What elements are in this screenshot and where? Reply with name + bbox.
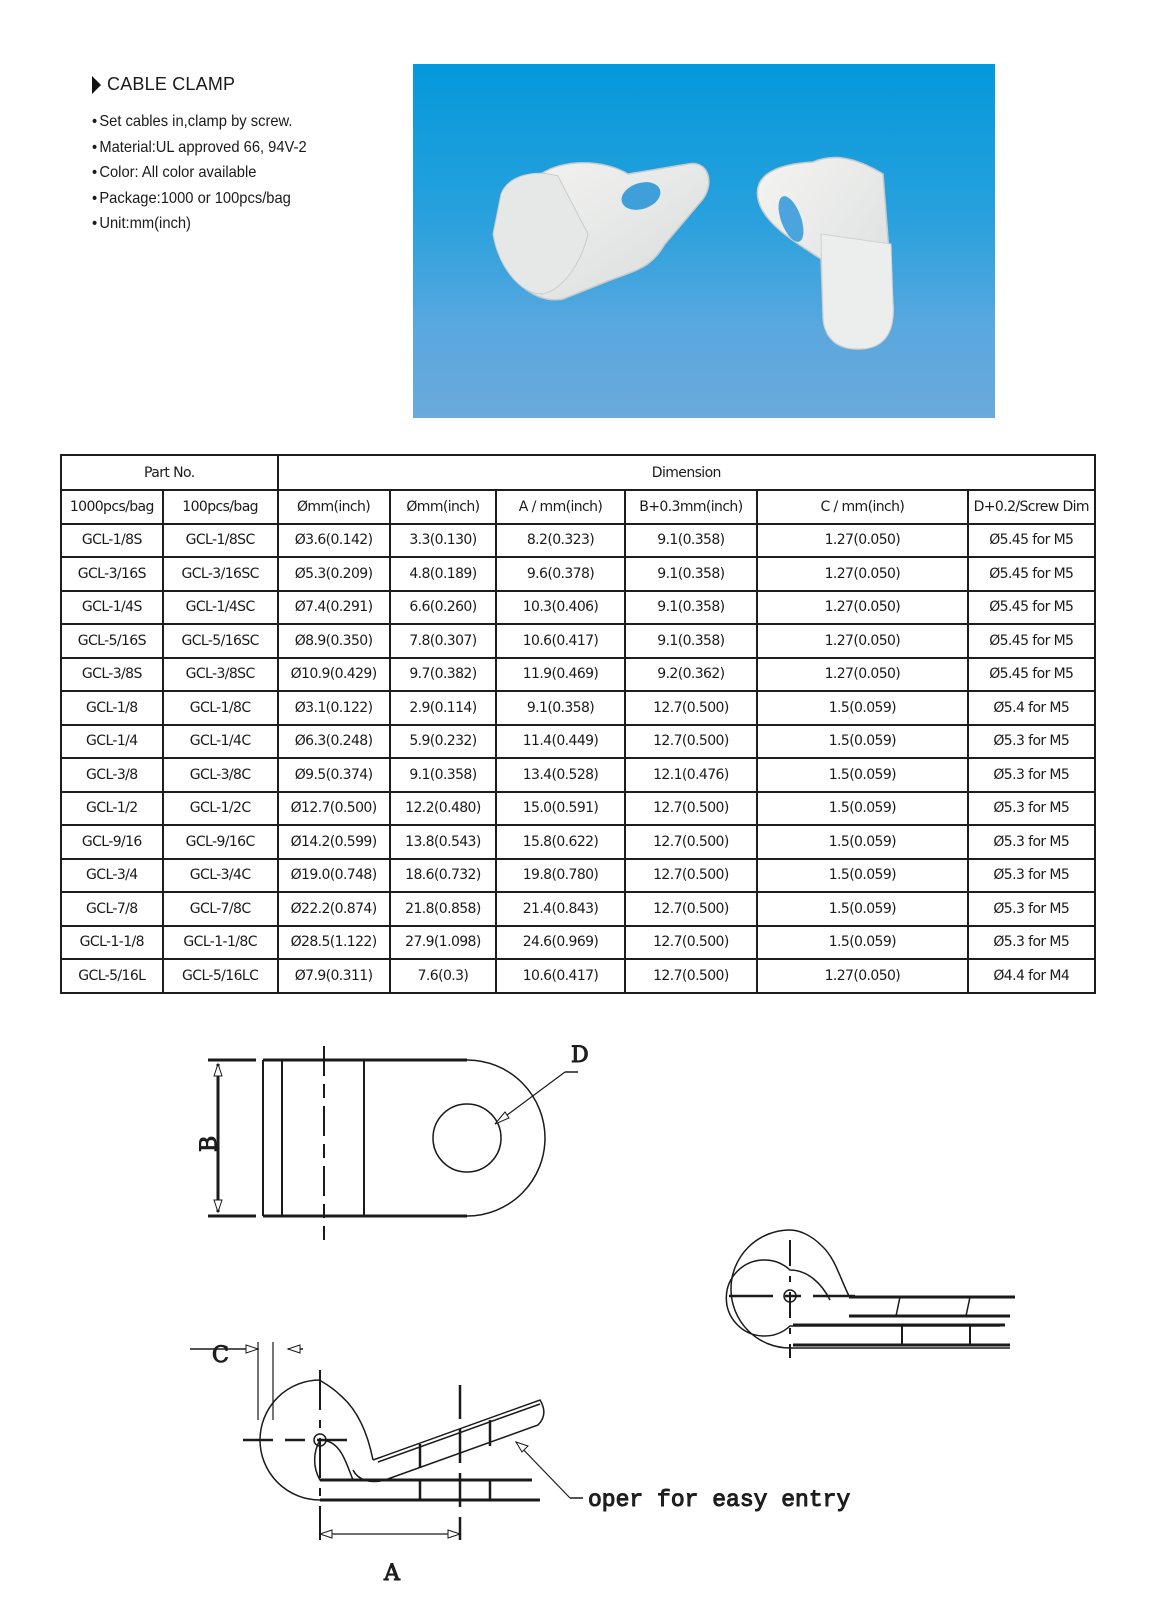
product-title-text: CABLE CLAMP	[107, 74, 236, 94]
clamp-left	[493, 163, 709, 300]
part-no-header: Part No.	[61, 455, 278, 490]
table-cell: 11.4(0.449)	[496, 725, 624, 759]
table-cell: GCL-7/8C	[163, 892, 278, 926]
table-cell: 12.7(0.500)	[625, 725, 757, 759]
top-view-drawing	[208, 1046, 578, 1240]
table-cell: 12.7(0.500)	[625, 691, 757, 725]
table-cell: 9.1(0.358)	[496, 691, 624, 725]
table-cell: GCL-1/8S	[61, 524, 163, 558]
table-cell: Ø5.45 for M5	[968, 658, 1095, 692]
table-cell: 4.8(0.189)	[390, 557, 497, 591]
table-cell: 8.2(0.323)	[496, 524, 624, 558]
table-cell: Ø7.9(0.311)	[278, 959, 390, 993]
table-cell: GCL-3/4	[61, 859, 163, 893]
table-cell: GCL-5/16SC	[163, 624, 278, 658]
table-cell: 5.9(0.232)	[390, 725, 497, 759]
table-cell: 1.27(0.050)	[757, 959, 967, 993]
table-cell: 1.5(0.059)	[757, 792, 967, 826]
table-cell: 12.7(0.500)	[625, 825, 757, 859]
column-header: B+0.3mm(inch)	[625, 490, 757, 524]
feature-item: • Package:1000 or 100pcs/bag	[92, 189, 291, 207]
table-cell: 15.8(0.622)	[496, 825, 624, 859]
column-header: A / mm(inch)	[496, 490, 624, 524]
table-cell: GCL-5/16L	[61, 959, 163, 993]
feature-item: • Unit:mm(inch)	[92, 215, 191, 232]
table-row	[61, 892, 1095, 926]
table-row	[61, 557, 1095, 591]
table-row	[61, 758, 1095, 792]
table-cell: 1.5(0.059)	[757, 926, 967, 960]
table-cell: Ø3.1(0.122)	[278, 691, 390, 725]
table-cell: GCL-1/8SC	[163, 524, 278, 558]
column-header: Ømm(inch)	[390, 490, 497, 524]
feature-item: • Color: All color available	[92, 164, 257, 181]
spec-table	[60, 454, 1096, 994]
table-cell: Ø5.3 for M5	[968, 892, 1095, 926]
table-cell: Ø28.5(1.122)	[278, 926, 390, 960]
technical-drawing	[0, 1040, 1161, 1624]
table-cell: 9.7(0.382)	[390, 658, 497, 692]
table-cell: 13.8(0.543)	[390, 825, 497, 859]
table-cell: 12.7(0.500)	[625, 859, 757, 893]
table-row	[61, 825, 1095, 859]
table-cell: Ø5.4 for M5	[968, 691, 1095, 725]
table-cell: 9.6(0.378)	[496, 557, 624, 591]
table-row	[61, 959, 1095, 993]
table-cell: 9.1(0.358)	[625, 591, 757, 625]
table-cell: Ø19.0(0.748)	[278, 859, 390, 893]
table-cell: Ø5.3(0.209)	[278, 557, 390, 591]
table-cell: GCL-1/4	[61, 725, 163, 759]
table-cell: 24.6(0.969)	[496, 926, 624, 960]
table-cell: 1.5(0.059)	[757, 691, 967, 725]
table-cell: GCL-1/2C	[163, 792, 278, 826]
easy-entry-note: oper for easy entry	[588, 1487, 851, 1513]
table-cell: Ø12.7(0.500)	[278, 792, 390, 826]
table-cell: GCL-9/16	[61, 825, 163, 859]
column-header: 1000pcs/bag	[61, 490, 163, 524]
table-cell: GCL-1-1/8C	[163, 926, 278, 960]
table-cell: 19.8(0.780)	[496, 859, 624, 893]
table-cell: 1.27(0.050)	[757, 557, 967, 591]
dimension-header: Dimension	[278, 455, 1095, 490]
table-cell: 21.4(0.843)	[496, 892, 624, 926]
table-cell: GCL-9/16C	[163, 825, 278, 859]
table-cell: Ø14.2(0.599)	[278, 825, 390, 859]
table-column-header-row	[61, 490, 1095, 524]
table-cell: 1.27(0.050)	[757, 658, 967, 692]
table-cell: Ø5.3 for M5	[968, 926, 1095, 960]
table-cell: Ø6.3(0.248)	[278, 725, 390, 759]
table-row	[61, 624, 1095, 658]
table-cell: Ø5.45 for M5	[968, 624, 1095, 658]
table-cell: Ø5.3 for M5	[968, 859, 1095, 893]
side-view-closed-drawing	[726, 1230, 1015, 1358]
table-row	[61, 658, 1095, 692]
table-cell: GCL-5/16S	[61, 624, 163, 658]
table-row	[61, 725, 1095, 759]
table-cell: 12.2(0.480)	[390, 792, 497, 826]
cable-clamps-illustration	[413, 64, 995, 418]
table-cell: GCL-7/8	[61, 892, 163, 926]
clamp-right	[757, 158, 893, 349]
table-cell: Ø5.3 for M5	[968, 792, 1095, 826]
table-row	[61, 859, 1095, 893]
table-cell: 27.9(1.098)	[390, 926, 497, 960]
table-cell: 12.7(0.500)	[625, 926, 757, 960]
table-cell: 12.1(0.476)	[625, 758, 757, 792]
table-cell: 10.6(0.417)	[496, 624, 624, 658]
table-cell: GCL-1/8C	[163, 691, 278, 725]
dimension-label-c: C	[212, 1343, 229, 1368]
table-cell: 3.3(0.130)	[390, 524, 497, 558]
table-cell: 18.6(0.732)	[390, 859, 497, 893]
table-cell: Ø5.45 for M5	[968, 591, 1095, 625]
table-cell: Ø5.3 for M5	[968, 825, 1095, 859]
table-cell: Ø10.9(0.429)	[278, 658, 390, 692]
table-cell: Ø4.4 for M4	[968, 959, 1095, 993]
table-row	[61, 926, 1095, 960]
table-cell: GCL-1/8	[61, 691, 163, 725]
feature-list	[92, 109, 368, 237]
table-cell: 21.8(0.858)	[390, 892, 497, 926]
column-header: C / mm(inch)	[757, 490, 967, 524]
table-cell: 7.6(0.3)	[390, 959, 497, 993]
intro-section	[92, 74, 392, 237]
table-cell: GCL-1/4SC	[163, 591, 278, 625]
table-cell: 12.7(0.500)	[625, 959, 757, 993]
table-cell: Ø7.4(0.291)	[278, 591, 390, 625]
table-cell: Ø5.45 for M5	[968, 557, 1095, 591]
triangle-bullet-icon	[92, 76, 101, 94]
side-view-open-drawing	[190, 1342, 583, 1540]
column-header: Ømm(inch)	[278, 490, 390, 524]
table-row	[61, 792, 1095, 826]
table-cell: 12.7(0.500)	[625, 792, 757, 826]
table-cell: 7.8(0.307)	[390, 624, 497, 658]
table-row	[61, 524, 1095, 558]
table-cell: Ø3.6(0.142)	[278, 524, 390, 558]
column-header: D+0.2/Screw Dim	[968, 490, 1095, 524]
table-cell: 9.1(0.358)	[625, 524, 757, 558]
table-cell: GCL-3/16SC	[163, 557, 278, 591]
table-cell: GCL-1-1/8	[61, 926, 163, 960]
table-cell: 1.5(0.059)	[757, 725, 967, 759]
column-header: 100pcs/bag	[163, 490, 278, 524]
table-cell: 10.6(0.417)	[496, 959, 624, 993]
table-cell: Ø5.45 for M5	[968, 524, 1095, 558]
table-cell: 9.1(0.358)	[625, 557, 757, 591]
table-cell: GCL-1/2	[61, 792, 163, 826]
table-cell: GCL-3/8	[61, 758, 163, 792]
table-cell: 1.27(0.050)	[757, 591, 967, 625]
table-cell: 1.5(0.059)	[757, 758, 967, 792]
table-cell: GCL-5/16LC	[163, 959, 278, 993]
table-cell: GCL-1/4S	[61, 591, 163, 625]
table-cell: Ø8.9(0.350)	[278, 624, 390, 658]
table-cell: 15.0(0.591)	[496, 792, 624, 826]
table-cell: 6.6(0.260)	[390, 591, 497, 625]
feature-item: • Set cables in,clamp by screw.	[92, 113, 293, 130]
table-cell: 9.1(0.358)	[390, 758, 497, 792]
dimension-label-b: B	[197, 1135, 222, 1152]
table-cell: Ø5.3 for M5	[968, 725, 1095, 759]
table-cell: 9.2(0.362)	[625, 658, 757, 692]
table-cell: GCL-3/8SC	[163, 658, 278, 692]
table-cell: 12.7(0.500)	[625, 892, 757, 926]
dimension-label-d: D	[571, 1043, 589, 1068]
table-cell: 1.5(0.059)	[757, 892, 967, 926]
dimension-label-a: A	[384, 1561, 400, 1586]
product-photo	[413, 64, 995, 418]
table-cell: GCL-3/8S	[61, 658, 163, 692]
table-cell: 10.3(0.406)	[496, 591, 624, 625]
table-cell: 11.9(0.469)	[496, 658, 624, 692]
product-title	[92, 74, 392, 95]
table-cell: Ø9.5(0.374)	[278, 758, 390, 792]
table-cell: 1.5(0.059)	[757, 859, 967, 893]
table-cell: 2.9(0.114)	[390, 691, 497, 725]
table-cell: GCL-1/4C	[163, 725, 278, 759]
table-cell: 13.4(0.528)	[496, 758, 624, 792]
table-cell: Ø5.3 for M5	[968, 758, 1095, 792]
table-cell: GCL-3/16S	[61, 557, 163, 591]
table-cell: 1.27(0.050)	[757, 624, 967, 658]
table-cell: Ø22.2(0.874)	[278, 892, 390, 926]
table-cell: GCL-3/4C	[163, 859, 278, 893]
table-cell: 9.1(0.358)	[625, 624, 757, 658]
feature-item: • Material:UL approved 66, 94V-2	[92, 138, 307, 156]
table-row	[61, 591, 1095, 625]
table-group-header-row	[61, 455, 1095, 490]
table-cell: GCL-3/8C	[163, 758, 278, 792]
table-cell: 1.27(0.050)	[757, 524, 967, 558]
table-row	[61, 691, 1095, 725]
table-cell: 1.5(0.059)	[757, 825, 967, 859]
